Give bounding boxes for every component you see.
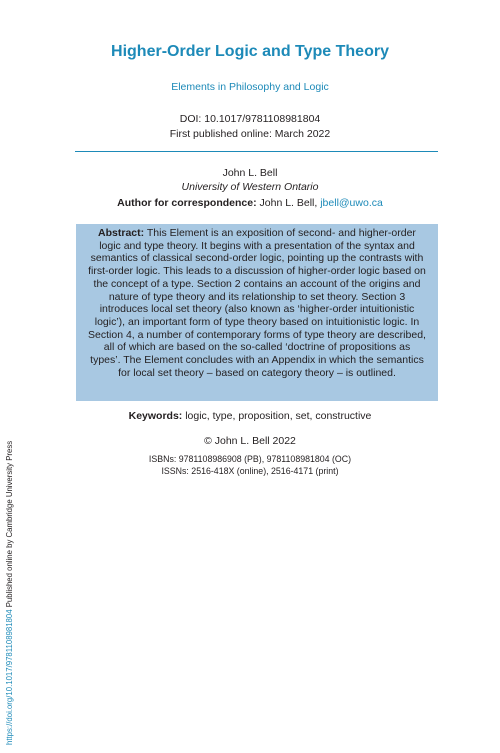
author-name: John L. Bell [222, 167, 278, 179]
side-citation [5, 441, 14, 745]
abstract-text: This Element is an exposition of second- and higher-order logic and type theory. It begins with a presentation of the syntax and semantics of classical second-order logic, pointing up the contrasts with first-order logic. This leads to a discussion of higher-order logic based on the concept of a type. Section 2 contains an account of the origins and nature of type theory and its relationship to set theory. Section 3 introduces local set theory (also known as ‘higher-order intuitionistic logic’), an important form of type theory based on intuitionistic logic. In Section 4, a number of contemporary forms of type theory are described, all of which are based on the so-called ‘doctrine of propositions as types’. The Element concludes with an Appendix in which the semantics for local set theory – based on category theory – is outlined. [88, 227, 426, 379]
divider-rule [75, 151, 438, 152]
abstract-box [76, 224, 438, 401]
identifier-block [0, 453, 500, 477]
author-block [0, 166, 500, 194]
author-email-link[interactable]: jbell@uwo.ca [320, 197, 383, 209]
doi-line: DOI: 10.1017/9781108981804 [179, 113, 321, 125]
correspondence-name: John L. Bell, [256, 197, 321, 209]
copyright-line: © John L. Bell 2022 [204, 435, 296, 447]
keywords-line [0, 410, 500, 422]
correspondence-label: Author for correspondence: [117, 197, 257, 209]
published-date: First published online: March 2022 [169, 128, 331, 140]
side-doi-link[interactable]: https://doi.org/10.1017/9781108981804 [5, 609, 14, 745]
series-name: Elements in Philosophy and Logic [171, 81, 329, 93]
correspondence-line [0, 197, 500, 209]
side-published-text: Published online by Cambridge University Press [5, 440, 14, 610]
author-affiliation: University of Western Ontario [181, 181, 319, 193]
keywords-text: logic, type, proposition, set, constructive [182, 410, 372, 422]
isbn-line: ISBNs: 9781108986908 (PB), 9781108981804 (OC) [148, 454, 352, 464]
publication-info [0, 112, 500, 142]
issn-line: ISSNs: 2516-418X (online), 2516-4171 (print) [161, 466, 339, 476]
document-title: Higher-Order Logic and Type Theory [111, 43, 389, 60]
abstract-label: Abstract: [98, 227, 145, 239]
keywords-label: Keywords: [128, 410, 183, 422]
